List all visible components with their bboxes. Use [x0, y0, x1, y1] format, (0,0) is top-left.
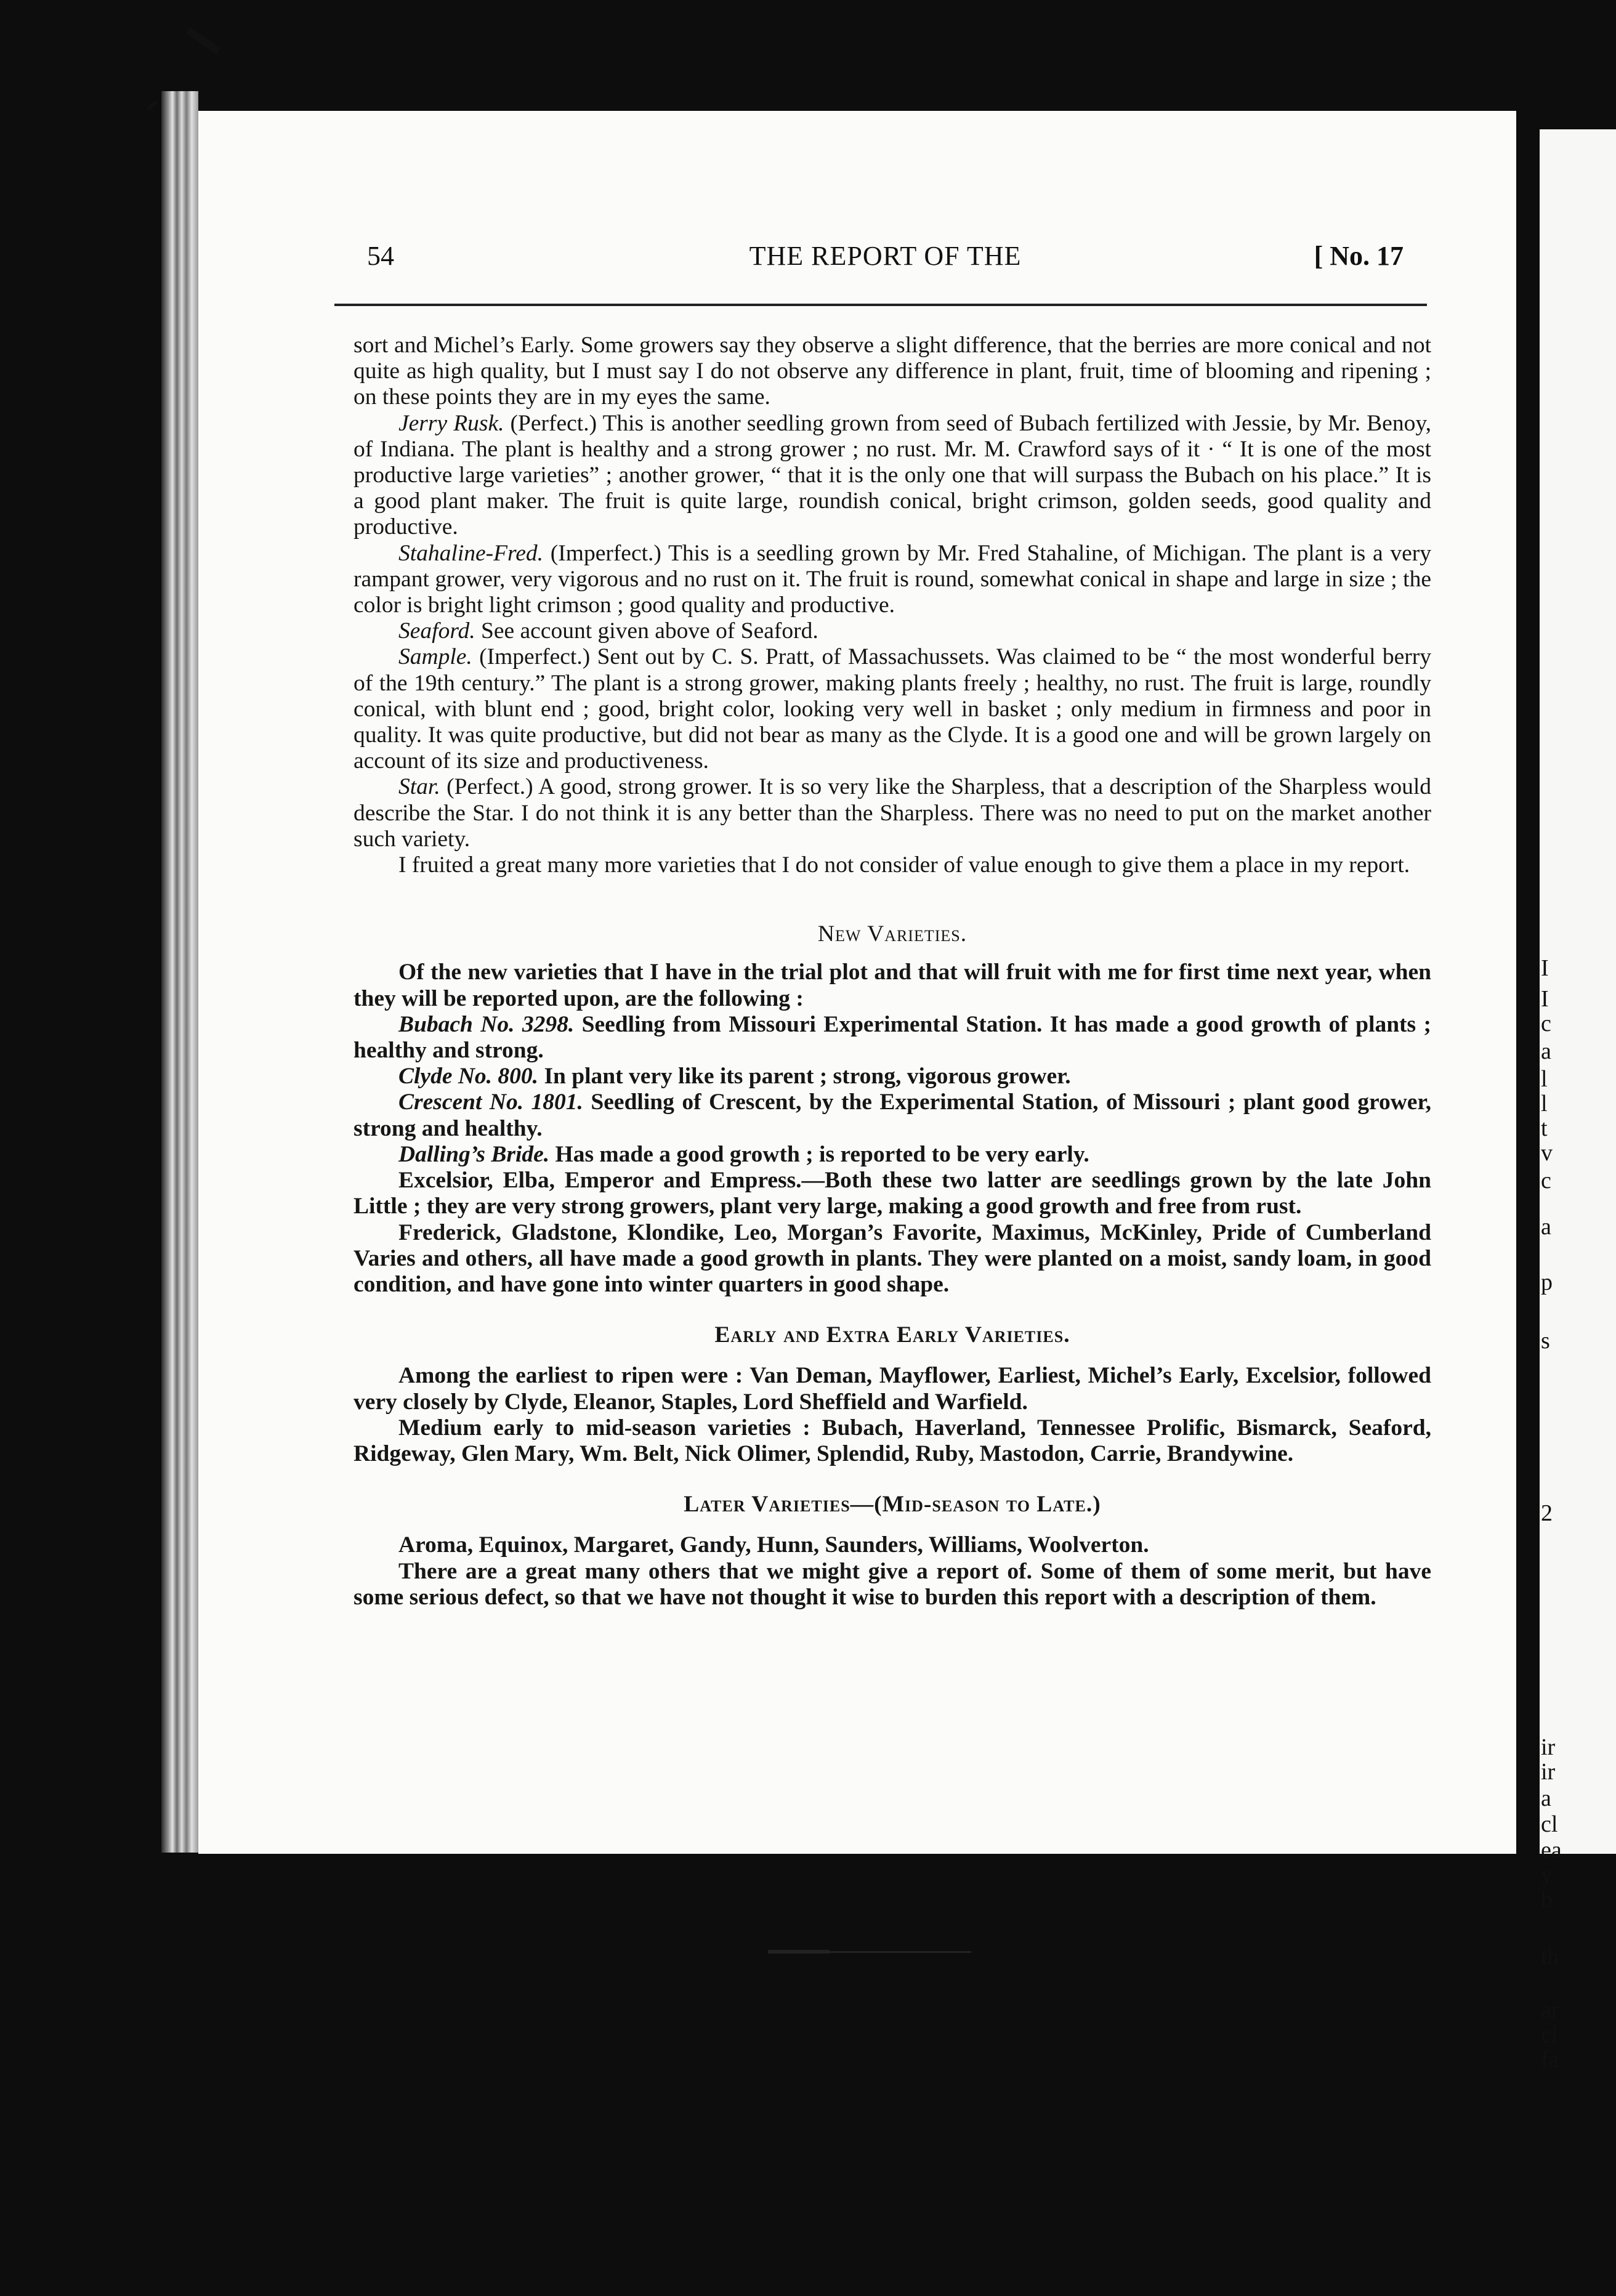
page-number: 54 — [367, 241, 394, 271]
paragraph: sort and Michel’s Early. Some growers say they observe a slight difference, that the berries are more conical and not quite as high quality, but I must say I do not observe any difference in plant, fruit, time of blooming and ripening ; on these points they are in my eyes the same. — [354, 333, 1431, 410]
adjacent-page-letter: a — [1541, 1214, 1551, 1240]
section-heading-new-varieties: New Varieties. — [817, 921, 968, 947]
variety-entry — [354, 774, 1431, 852]
adjacent-page-letter: ar — [1541, 1997, 1559, 2023]
running-title: THE REPORT OF THE — [749, 241, 1022, 271]
variety-description: Sent out by C. S. Pratt, of Massachussets. Was claimed to be “ the most wonderful berry of the 19th century.” The plant is a strong grower, making plants freely ; healthy, no rust. The fruit is large, roundly conical, with blunt end ; good, bright color, looking very well in basket ; only medium in firmness and poor in quality. It was quite productive, but did not bear as many as the Clyde. It is a good one and will be grown largely on account of its size and productiveness. — [354, 644, 1432, 774]
adjacent-page-letter: 2 — [1541, 1500, 1553, 1526]
paragraph: Medium early to mid-season varieties : Bubach, Haverland, Tennessee Prolific, Bismarck, Seaford, Ridgeway, Glen Mary, Wm. Belt, Nick Olimer, Splendid, Ruby, Mastodon, Carrie, Brandywine. — [354, 1415, 1431, 1466]
adjacent-page-letter: I — [1541, 955, 1549, 981]
variety-description: In plant very like its parent ; strong, vigorous grower. — [544, 1064, 1071, 1089]
variety-description: This is a seedling grown by Mr. Fred Stahaline, of Michigan. The plant is a very rampant grower, very vigorous and no rust on it. The fruit is round, somewhat conical in shape and large in size ; the color is bright light crimson ; good quality and productive. — [354, 540, 1432, 618]
adjacent-page-letter: ir — [1541, 1759, 1556, 1785]
adjacent-page-letter: cl — [1541, 2022, 1558, 2048]
paragraph: Of the new varieties that I have in the trial plot and that will fruit with me for first time next year, when they will be reported upon, are the following : — [354, 960, 1431, 1011]
adjacent-page-letter: c — [1541, 1011, 1551, 1037]
variety-type: (Imperfect.) — [479, 644, 591, 670]
variety-name: Sample. — [398, 644, 472, 670]
variety-name: Crescent No. 1801. — [398, 1089, 583, 1115]
variety-description: This is another seedling grown from seed of Bubach fertilized with Jessie, by Mr. Benoy, of Indiana. The plant is healthy and a strong grower ; no rust. Mr. M. Crawford says of it · “ It is one of the most productive large varieties” ; another grower, “ that it is the only one that will surpass the Bubach on his place.” It is a good plant maker. The fruit is quite large, roundish conical, bright crimson, golden seeds, good quality and productive. — [354, 410, 1432, 540]
variety-name: Jerry Rusk. — [398, 410, 504, 436]
variety-name: Stahaline-Fred. — [398, 540, 544, 566]
adjacent-page-letter: s — [1541, 1328, 1550, 1354]
adjacent-page-letter: y — [1541, 1862, 1553, 1888]
adjacent-page-letter: a — [1541, 1785, 1551, 1811]
adjacent-page-fragment — [1540, 129, 1616, 2072]
book-page-edges — [161, 91, 198, 1853]
adjacent-page-letter: v — [1541, 1140, 1553, 1166]
variety-description: Has made a good growth ; is reported to be very early. — [555, 1141, 1089, 1167]
adjacent-page-letter: b — [1541, 1886, 1553, 1912]
paragraph: Aroma, Equinox, Margaret, Gandy, Hunn, Saunders, Williams, Woolverton. — [398, 1532, 1149, 1558]
adjacent-page-letter: l — [1541, 1091, 1548, 1117]
adjacent-page-letter: ea — [1541, 1837, 1562, 1863]
variety-description: See account given above of Seaford. — [481, 618, 818, 644]
variety-entry — [354, 1142, 1431, 1168]
variety-name: Star. — [398, 774, 440, 800]
closing-rule — [768, 1951, 971, 1953]
adjacent-page-letter: c — [1541, 1168, 1551, 1194]
scan-speck — [147, 100, 158, 110]
body-text — [354, 333, 1431, 1611]
variety-name: Dalling’s Bride. — [398, 1141, 550, 1167]
variety-entry — [354, 1089, 1431, 1141]
paragraph: Excelsior, Elba, Emperor and Empress.—Both these two latter are seedlings grown by the late John Little ; they are very strong growers, plant very large, making a good growth and free from rust. — [354, 1168, 1431, 1219]
variety-entry — [354, 1064, 1431, 1089]
adjacent-page-letter: a — [1541, 1038, 1551, 1064]
variety-entry — [354, 1012, 1431, 1064]
closing-rule-accent — [768, 1950, 830, 1954]
adjacent-page-letter: cl — [1541, 1811, 1558, 1837]
paragraph: There are a great many others that we might give a report of. Some of them of some merit, but have some serious defect, so that we have not thought it wise to burden this report with a description of them. — [354, 1558, 1431, 1610]
variety-description: Seedling of Crescent, by the Experimental Station, of Missouri ; plant good grower, strong and healthy. — [354, 1089, 1432, 1141]
adjacent-page-letter: t — [1541, 1115, 1548, 1141]
variety-type: (Imperfect.) — [550, 540, 661, 566]
variety-entry — [354, 411, 1431, 541]
variety-name: Clyde No. 800. — [398, 1064, 539, 1089]
section-heading-early-varieties: Early and Extra Early Varieties. — [714, 1322, 1070, 1348]
adjacent-page-letter: fa — [1541, 2047, 1559, 2072]
paragraph: I fruited a great many more varieties that I do not consider of value enough to give them a place in my report. — [398, 852, 1410, 878]
adjacent-page-letter: p — [1541, 1269, 1553, 1295]
paragraph: Among the earliest to ripen were : Van Deman, Mayflower, Earliest, Michel’s Early, Excelsior, followed very closely by Clyde, Eleanor, Staples, Lord Sheffield and Warfield. — [354, 1363, 1431, 1415]
adjacent-page-letter: th — [1541, 1944, 1559, 1970]
variety-type: (Perfect.) — [510, 410, 597, 436]
variety-entry — [354, 541, 1431, 619]
variety-description: Seedling from Missouri Experimental Station. It has made a good growth of plants ; healthy and strong. — [354, 1011, 1432, 1064]
paragraph: Frederick, Gladstone, Klondike, Leo, Morgan’s Favorite, Maximus, McKinley, Pride of Cumberland Varies and others, all have made a good growth in plants. They were planted on a moist, sandy loam, in good condition, and have gone into winter quarters in good shape. — [354, 1219, 1431, 1297]
variety-name: Bubach No. 3298. — [398, 1011, 575, 1037]
adjacent-page-letter: I — [1541, 986, 1549, 1012]
section-heading-later-varieties: Later Varieties—(Mid-season to Late.) — [684, 1492, 1101, 1518]
variety-entry — [354, 618, 1431, 644]
adjacent-page-letter: l — [1541, 1066, 1548, 1092]
header-rule — [334, 304, 1427, 306]
variety-name: Seaford. — [398, 618, 475, 644]
variety-description: A good, strong grower. It is so very like the Sharpless, that a description of the Sharpless would describe the Star. I do not think it is any better than the Sharpless. There was no need to put on the market another such variety. — [354, 774, 1431, 852]
running-header — [367, 240, 1404, 273]
adjacent-page-letter: ir — [1541, 1734, 1556, 1760]
scan-speck — [186, 27, 220, 54]
report-number: [ No. 17 — [1314, 241, 1404, 271]
variety-entry — [354, 644, 1431, 774]
variety-type: (Perfect.) — [446, 774, 533, 800]
